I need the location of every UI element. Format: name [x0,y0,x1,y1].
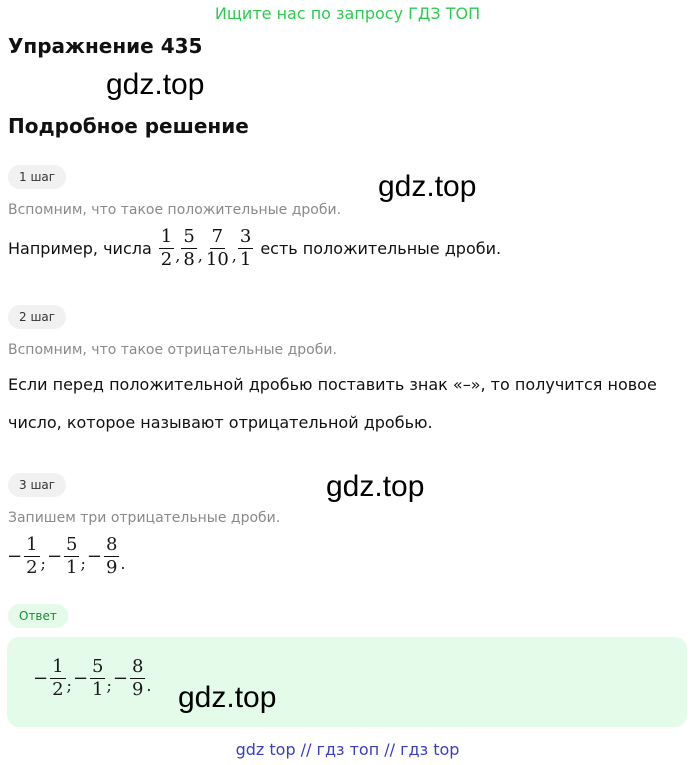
fraction: $\frac{5}{1}$ [92,656,104,700]
answer-badge: Ответ [8,604,68,628]
solution-heading: Подробное решение [8,114,249,138]
fraction: $\frac{8}{9}$ [131,656,144,700]
answer-fractions: − $\frac{1}{2}$ ; − $\frac{5}{1}$ ; − $\frac{8}{9}$ . [33,656,152,700]
watermark: gdz.top [378,170,477,203]
step-3-fractions: − $\frac{1}{2}$ ; − $\frac{5}{1}$ ; − $\frac{8}{9}$ . [7,534,126,578]
step-1-suffix: есть положительные дроби. [260,239,502,258]
step-2-hint: Вспомним, что такое отрицательные дроби. [8,342,337,358]
fraction: $\frac{1}{2}$ [52,656,64,700]
fraction: $\frac{5}{1}$ [66,534,78,578]
step-2-line-1: Если перед положительной дробью поставить знак «–», то получится новое [8,375,657,394]
footer-text: gdz top // гдз топ // гдз top [235,740,460,759]
watermark: gdz.top [178,681,277,714]
step-1-hint: Вспомним, что такое положительные дроби. [8,202,342,218]
step-1-example: Например, числа $\frac{1}{2}$ , $\frac{5}{8}$ , $\frac{7}{10}$ , $\frac{3}{1}$ есть положительные дроби. [8,226,502,270]
fraction: $\frac{1}{2}$ [26,534,38,578]
search-banner: Ищите нас по запросу ГДЗ ТОП [214,4,481,23]
step-3-badge: 3 шаг [8,473,66,497]
fraction: $\frac{5}{8}$ [183,226,195,270]
fraction: $\frac{1}{2}$ [160,226,173,270]
watermark: gdz.top [106,68,205,101]
fraction: $\frac{8}{9}$ [105,534,118,578]
step-2-line-2: число, которое называют отрицательной дробью. [8,413,433,432]
step-1-prefix: Например, числа [8,239,152,258]
watermark: gdz.top [326,470,425,503]
step-1-badge: 1 шаг [8,165,66,189]
fraction: $\frac{3}{1}$ [239,226,252,270]
exercise-title: Упражнение 435 [8,34,203,58]
step-3-hint: Запишем три отрицательные дроби. [8,510,281,526]
step-2-badge: 2 шаг [8,305,66,329]
fraction: $\frac{7}{10}$ [205,226,229,270]
